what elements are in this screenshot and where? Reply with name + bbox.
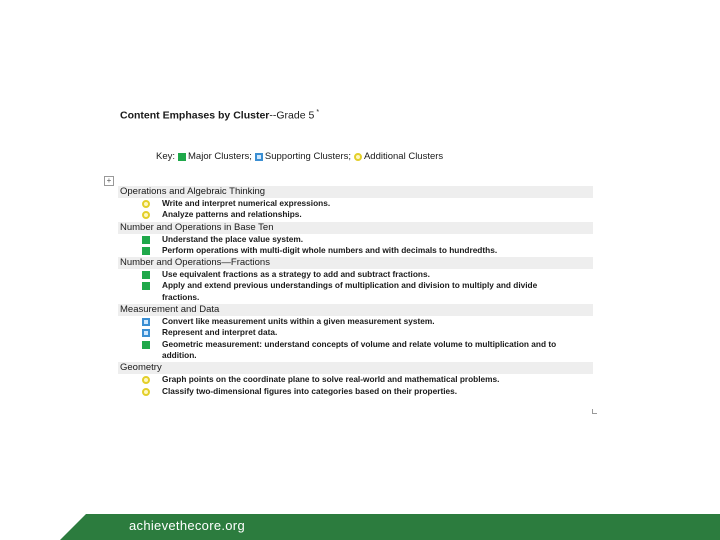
title-main: Content Emphases by Cluster — [120, 109, 270, 122]
cluster-text: Geometric measurement: understand concepts of volume and relate volume to multiplication and to addition. — [162, 338, 557, 360]
cluster-text: Understand the place value system. — [162, 233, 304, 244]
legend-key — [156, 151, 443, 162]
domain-header: Geometry — [118, 362, 593, 374]
major-cluster-icon — [178, 153, 186, 161]
cluster-row — [118, 327, 593, 338]
cluster-text: Convert like measurement units within a given measurement system. — [162, 316, 435, 327]
key-supporting-label: Supporting Clusters; — [264, 151, 351, 162]
cluster-row — [118, 234, 593, 245]
additional-cluster-icon — [142, 376, 150, 384]
cluster-text: Use equivalent fractions as a strategy to add and subtract fractions. — [162, 269, 430, 280]
additional-cluster-icon — [354, 153, 362, 161]
title-grade: Grade 5 — [276, 109, 315, 122]
major-cluster-icon — [142, 236, 150, 244]
supporting-cluster-icon — [255, 153, 263, 161]
additional-cluster-icon — [142, 200, 150, 208]
table-move-handle-icon[interactable]: + — [104, 176, 114, 186]
cluster-row — [118, 198, 593, 209]
cluster-text: Apply and extend previous understandings of multiplication and division to multiply and divide fractions. — [162, 280, 538, 302]
key-major-label: Major Clusters; — [188, 151, 252, 162]
footer-site-link[interactable]: achievethecore.org — [129, 518, 245, 533]
clusters-table — [118, 185, 593, 397]
additional-cluster-icon — [142, 388, 150, 396]
additional-cluster-icon — [142, 211, 150, 219]
supporting-cluster-icon — [142, 329, 150, 337]
major-cluster-icon — [142, 271, 150, 279]
cluster-row — [118, 339, 593, 362]
cluster-row — [118, 374, 593, 385]
key-additional-label: Additional Clusters — [363, 151, 444, 162]
domain-header: Number and Operations—Fractions — [118, 257, 593, 269]
cluster-row — [118, 316, 593, 327]
major-cluster-icon — [142, 282, 150, 290]
domain-header: Measurement and Data — [118, 304, 593, 316]
major-cluster-icon — [142, 247, 150, 255]
cluster-row — [118, 269, 593, 280]
cluster-row — [118, 280, 593, 303]
cluster-text: Write and interpret numerical expressions. — [162, 198, 331, 208]
title-separator: -- — [269, 109, 277, 122]
cluster-text: Perform operations with multi-digit whole numbers and with decimals to hundredths. — [162, 244, 498, 255]
cluster-row — [118, 209, 593, 220]
major-cluster-icon — [142, 341, 150, 349]
domain-header: Number and Operations in Base Ten — [118, 222, 593, 234]
cluster-text: Classify two-dimensional figures into categories based on their properties. — [162, 385, 458, 396]
cluster-text: Graph points on the coordinate plane to solve real-world and mathematical problems. — [162, 374, 500, 385]
key-label: Key: — [156, 151, 176, 162]
title-footnote-mark: * — [316, 109, 320, 116]
cluster-row — [118, 386, 593, 397]
table-resize-handle[interactable] — [592, 409, 597, 414]
cluster-row — [118, 245, 593, 256]
cluster-text: Analyze patterns and relationships. — [162, 209, 302, 220]
page-title — [120, 109, 319, 122]
cluster-text: Represent and interpret data. — [162, 327, 278, 338]
supporting-cluster-icon — [142, 318, 150, 326]
domain-header: Operations and Algebraic Thinking — [118, 186, 593, 198]
